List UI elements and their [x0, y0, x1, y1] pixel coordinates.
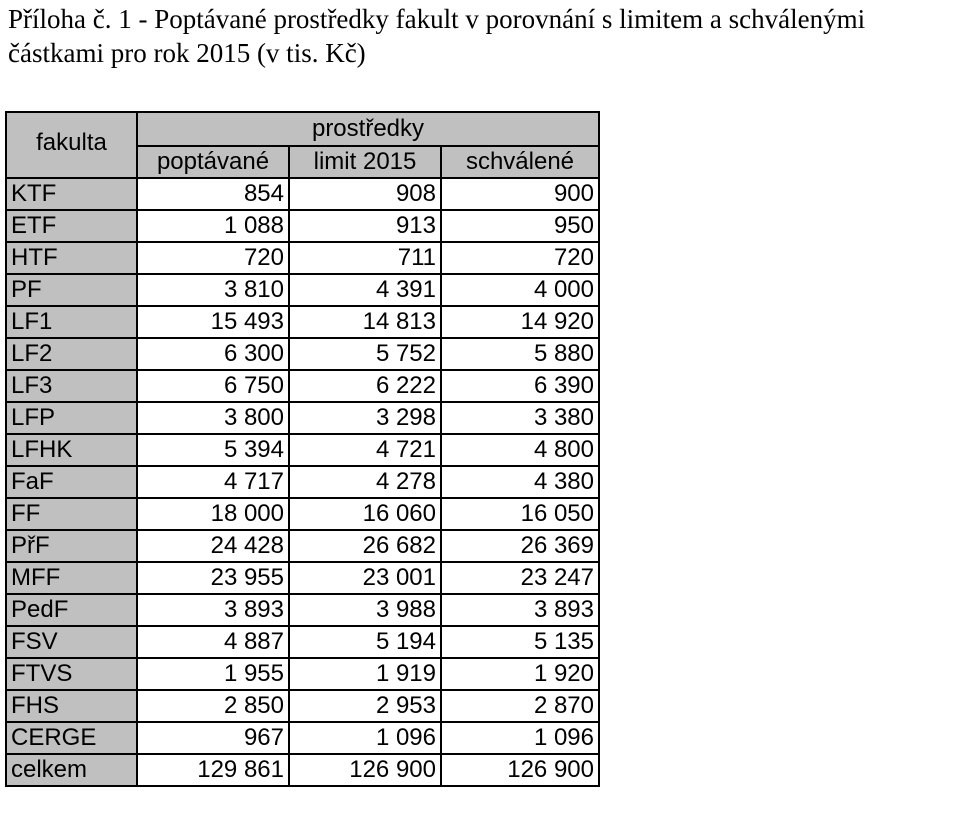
limit-2015-cell: 4 721 [289, 434, 441, 466]
limit-2015-cell: 3 988 [289, 594, 441, 626]
limit-2015-cell: 1 919 [289, 658, 441, 690]
poptavane-cell: 6 300 [137, 338, 289, 370]
table-row [6, 434, 599, 466]
schvalene-cell: 14 920 [441, 306, 599, 338]
faculty-name-cell: FaF [6, 466, 137, 498]
header-prostredky: prostředky [137, 112, 599, 146]
table-row [6, 370, 599, 402]
faculty-name-cell: CERGE [6, 722, 137, 754]
poptavane-cell: 129 861 [137, 754, 289, 786]
table-row [6, 690, 599, 722]
faculty-name-cell: celkem [6, 754, 137, 786]
schvalene-cell: 126 900 [441, 754, 599, 786]
faculty-name-cell: LF3 [6, 370, 137, 402]
schvalene-cell: 950 [441, 210, 599, 242]
faculty-name-cell: LF1 [6, 306, 137, 338]
poptavane-cell: 720 [137, 242, 289, 274]
table-row [6, 242, 599, 274]
faculty-name-cell: LFHK [6, 434, 137, 466]
table-row [6, 658, 599, 690]
table-row [6, 594, 599, 626]
limit-2015-cell: 14 813 [289, 306, 441, 338]
limit-2015-cell: 2 953 [289, 690, 441, 722]
faculty-name-cell: MFF [6, 562, 137, 594]
limit-2015-cell: 711 [289, 242, 441, 274]
limit-2015-cell: 5 194 [289, 626, 441, 658]
faculty-name-cell: ETF [6, 210, 137, 242]
schvalene-cell: 4 800 [441, 434, 599, 466]
poptavane-cell: 6 750 [137, 370, 289, 402]
faculty-name-cell: FTVS [6, 658, 137, 690]
schvalene-cell: 16 050 [441, 498, 599, 530]
schvalene-cell: 720 [441, 242, 599, 274]
poptavane-cell: 24 428 [137, 530, 289, 562]
table-row [6, 722, 599, 754]
faculty-name-cell: HTF [6, 242, 137, 274]
faculty-funds-table [5, 111, 600, 787]
faculty-name-cell: PedF [6, 594, 137, 626]
schvalene-cell: 3 380 [441, 402, 599, 434]
title-line-2: částkami pro rok 2015 (v tis. Kč) [8, 38, 366, 68]
header-limit-2015: limit 2015 [289, 146, 441, 178]
table-row [6, 498, 599, 530]
poptavane-cell: 23 955 [137, 562, 289, 594]
table-row [6, 210, 599, 242]
table-row [6, 626, 599, 658]
limit-2015-cell: 126 900 [289, 754, 441, 786]
limit-2015-cell: 16 060 [289, 498, 441, 530]
poptavane-cell: 4 887 [137, 626, 289, 658]
schvalene-cell: 2 870 [441, 690, 599, 722]
schvalene-cell: 1 096 [441, 722, 599, 754]
poptavane-cell: 18 000 [137, 498, 289, 530]
poptavane-cell: 1 088 [137, 210, 289, 242]
limit-2015-cell: 913 [289, 210, 441, 242]
faculty-name-cell: LF2 [6, 338, 137, 370]
title-line-1: Příloha č. 1 - Poptávané prostředky fakult v porovnání s limitem a schválenými [8, 4, 866, 34]
limit-2015-cell: 26 682 [289, 530, 441, 562]
faculty-name-cell: LFP [6, 402, 137, 434]
schvalene-cell: 4 000 [441, 274, 599, 306]
header-schvalene: schválené [441, 146, 599, 178]
table-body [6, 178, 599, 786]
table-row [6, 402, 599, 434]
table-row [6, 530, 599, 562]
schvalene-cell: 23 247 [441, 562, 599, 594]
table-row [6, 274, 599, 306]
limit-2015-cell: 5 752 [289, 338, 441, 370]
header-fakulta: fakulta [6, 112, 137, 178]
poptavane-cell: 967 [137, 722, 289, 754]
limit-2015-cell: 1 096 [289, 722, 441, 754]
faculty-name-cell: FF [6, 498, 137, 530]
poptavane-cell: 3 800 [137, 402, 289, 434]
faculty-name-cell: PF [6, 274, 137, 306]
limit-2015-cell: 23 001 [289, 562, 441, 594]
schvalene-cell: 1 920 [441, 658, 599, 690]
faculty-name-cell: FHS [6, 690, 137, 722]
schvalene-cell: 26 369 [441, 530, 599, 562]
poptavane-cell: 854 [137, 178, 289, 210]
document-title [8, 2, 958, 70]
limit-2015-cell: 908 [289, 178, 441, 210]
poptavane-cell: 1 955 [137, 658, 289, 690]
table-row [6, 178, 599, 210]
table-row [6, 306, 599, 338]
limit-2015-cell: 4 278 [289, 466, 441, 498]
schvalene-cell: 900 [441, 178, 599, 210]
poptavane-cell: 3 810 [137, 274, 289, 306]
limit-2015-cell: 3 298 [289, 402, 441, 434]
poptavane-cell: 4 717 [137, 466, 289, 498]
schvalene-cell: 6 390 [441, 370, 599, 402]
table-row [6, 338, 599, 370]
table-row [6, 562, 599, 594]
table-row [6, 466, 599, 498]
faculty-name-cell: KTF [6, 178, 137, 210]
poptavane-cell: 3 893 [137, 594, 289, 626]
limit-2015-cell: 6 222 [289, 370, 441, 402]
poptavane-cell: 5 394 [137, 434, 289, 466]
faculty-name-cell: FSV [6, 626, 137, 658]
schvalene-cell: 4 380 [441, 466, 599, 498]
schvalene-cell: 5 880 [441, 338, 599, 370]
poptavane-cell: 15 493 [137, 306, 289, 338]
header-poptavane: poptávané [137, 146, 289, 178]
schvalene-cell: 5 135 [441, 626, 599, 658]
schvalene-cell: 3 893 [441, 594, 599, 626]
table-total-row [6, 754, 599, 786]
poptavane-cell: 2 850 [137, 690, 289, 722]
faculty-name-cell: PřF [6, 530, 137, 562]
limit-2015-cell: 4 391 [289, 274, 441, 306]
